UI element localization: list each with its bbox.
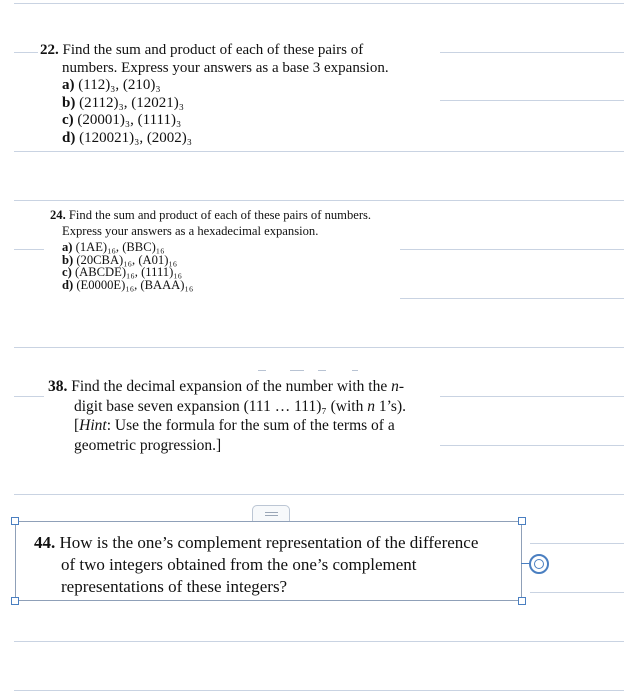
option-label: a): [62, 77, 75, 93]
option-list: [50, 241, 380, 291]
scan-mark: [352, 370, 358, 371]
option-text: (1AE)₁₆, (BBC)₁₆: [75, 240, 165, 254]
option-label: a): [62, 240, 73, 254]
problem-44-body: [34, 532, 494, 598]
page-rule: [14, 494, 624, 495]
textbox-drag-tab[interactable]: [252, 505, 290, 522]
option-text: (20CBA)₁₆, (A01)₁₆: [76, 252, 178, 267]
problem-24-body: [50, 208, 380, 239]
scan-mark: [290, 370, 304, 371]
variable-n: n: [391, 378, 399, 395]
resize-handle-bottom-right[interactable]: [518, 597, 526, 605]
problem-44: [34, 532, 494, 598]
page-rule: [530, 543, 624, 544]
option-label: c): [62, 265, 72, 279]
problem-22-body: [40, 42, 420, 77]
resize-handle-bottom-left[interactable]: [11, 597, 19, 605]
problem-24: [50, 208, 380, 291]
option-text: (112)₃, (210)₃: [78, 77, 161, 93]
option-list: [40, 77, 420, 147]
problem-38-body: [48, 377, 428, 455]
problem-22: [40, 42, 420, 147]
variable-n: n: [367, 397, 375, 415]
hint-label: Hint: [79, 417, 107, 434]
option-label: d): [62, 277, 74, 292]
page-rule: [14, 249, 44, 250]
problem-number: 22.: [40, 42, 59, 58]
option-label: b): [62, 94, 76, 111]
option-label: d): [62, 129, 76, 146]
page-rule: [14, 200, 624, 201]
problem-text: -digit base seven expansion (111 … 111)₇ (with: [74, 378, 405, 415]
page-rule: [14, 3, 624, 4]
option-text: (2112)₃, (12021)₃: [79, 94, 184, 111]
option-a: [62, 77, 420, 95]
problem-text: Find the sum and product of each of these pairs of numbers. Express your answers as a hexadecimal expansion.: [62, 208, 372, 238]
problem-text: Find the sum and product of each of these pairs of numbers. Express your answers as a base 3 expansion.: [62, 42, 389, 76]
resize-handle-top-right[interactable]: [518, 517, 526, 525]
problem-text: Find the decimal expansion of the number with the: [71, 378, 392, 395]
problem-number: 44.: [34, 533, 56, 552]
page-rule: [440, 445, 624, 446]
page-rule: [14, 641, 624, 642]
scan-mark: [318, 370, 326, 371]
option-d: [62, 279, 380, 292]
problem-text: How is the one’s complement representation of the difference of two integers obtained from the one’s complement representations of these integers?: [59, 533, 479, 596]
page-rule: [14, 347, 624, 348]
option-label: c): [62, 112, 74, 128]
option-d: [62, 130, 420, 148]
option-b: [62, 95, 420, 113]
page-rule: [14, 52, 38, 53]
problem-text: : Use the formula for the sum of the terms of a geometric progression.]: [74, 417, 395, 454]
option-text: (E0000E)₁₆, (BAAA)₁₆: [76, 277, 194, 292]
option-text: (120021)₃, (2002)₃: [79, 129, 193, 146]
page-rule: [14, 396, 44, 397]
page-rule: [440, 52, 624, 53]
resize-handle-top-left[interactable]: [11, 517, 19, 525]
page-rule: [440, 396, 624, 397]
page-rule: [530, 592, 624, 593]
option-c: [62, 112, 420, 130]
option-label: b): [62, 252, 74, 267]
page-rule: [14, 151, 624, 152]
rotate-handle-icon[interactable]: [529, 554, 549, 574]
problem-number: 38.: [48, 378, 68, 395]
page-rule: [440, 100, 624, 101]
problem-number: 24.: [50, 208, 66, 222]
page-rule: [14, 690, 624, 691]
option-text: (20001)₃, (1111)₃: [77, 112, 182, 128]
problem-text: 1’s). [: [74, 397, 406, 434]
page-rule: [400, 298, 624, 299]
problem-38: [48, 377, 428, 455]
option-text: (ABCDE)₁₆, (1111)₁₆: [74, 265, 183, 279]
page-rule: [400, 249, 624, 250]
scan-mark: [258, 370, 266, 371]
